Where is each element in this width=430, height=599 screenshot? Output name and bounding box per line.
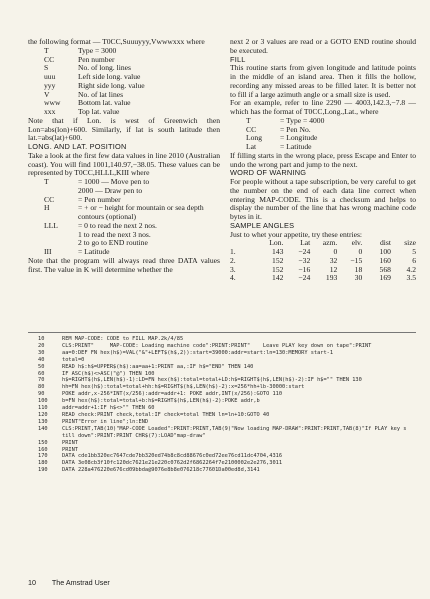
definition-description: 1 to read the next 3 nos. [78, 229, 151, 239]
page-footer [28, 578, 124, 587]
definition-description: Left side long. value [78, 72, 141, 81]
listing-line [38, 398, 408, 405]
definition-description: No. of lat lines [78, 89, 124, 99]
definition-symbol: V [44, 89, 50, 99]
table-cell: 160 [379, 255, 391, 265]
definition-symbol: T [44, 45, 49, 55]
definition-description: = Longitude [280, 133, 318, 143]
line-code: READ h$:h$=UPPER$(h$):aa=aa+1:PRINT aa,:IF h$="END" THEN 140 [62, 363, 254, 370]
line-number: 70 [38, 377, 45, 384]
definition-symbol: H [44, 203, 50, 213]
line-code: REM MAP-CODE: CODE to FILL MAP.2k/4/85 [62, 336, 184, 342]
line-number: 20 [38, 342, 45, 349]
right-column [230, 38, 416, 283]
definition-description: 2000 — Draw pen to [78, 185, 143, 195]
table-cell: 152 [272, 264, 284, 274]
line-code: IF ASC(h$)<>ASC("@") THEN 100 [62, 370, 155, 377]
table-cell: −16 [298, 264, 311, 274]
line-code: POKE addr,x-256*INT(x/256):addr=addr+1: POKE addr,INT(x/256):GOTO 110 [62, 391, 283, 398]
table-cell: 100 [379, 247, 391, 256]
table-cell: 193 [325, 273, 338, 283]
listing-line [38, 357, 408, 364]
table-cell: 0 [358, 247, 363, 256]
table-cell: 3.5 [406, 273, 416, 283]
line-code: DATA 3e08cb3f10fc120dc7621e21e220c0762d2f6862264f7e2100002e2e276,3011 [62, 460, 283, 467]
definition-description: = Pen No. [280, 124, 311, 134]
definition-row [28, 239, 220, 248]
table-header-cell: size [404, 238, 416, 248]
line-code: PRINT"Error in line";ln:END [62, 418, 149, 425]
line-code: CLS:PRINT,TAB(10)"MAP-CODE Loaded":PRINT:PRINT,TAB(9)"Now loading MAP-DRAW":PRINT:PRINT,TAB(8)"If PLAY key still down":PRINT:PRINT CHR$(7):LOAD"map-draw" [62, 425, 407, 439]
definition-row [230, 134, 416, 143]
fill-definitions [230, 117, 416, 152]
fill-text: This routine starts from given longitude and latitude points in the middle of an island area. Then it fills the hollow, recording any missed areas to be filled later. It is better not to fill if a large azimuth angle or a small size is used. [230, 63, 416, 99]
definition-symbol: T [44, 177, 49, 186]
definition-row [28, 204, 220, 222]
table-header-cell: Lat [300, 238, 311, 248]
listing-line [38, 460, 408, 467]
line-code: total=0 [62, 356, 85, 363]
table-cell: 3. [230, 264, 236, 274]
listing-line [38, 336, 408, 343]
table-cell: 5 [412, 247, 416, 256]
table-cell: 169 [379, 273, 391, 283]
listing-line [38, 412, 408, 419]
definition-symbol: xxx [44, 107, 56, 116]
line-code: h$=RIGHT$(h$,LEN(h$)-1):LD=FN hex(h$):total=total+LD:h$=RIGHT$(h$,LEN(h$)-2):IF h$="" THEN 130 [62, 377, 362, 384]
definition-description: = 0 to read the next 2 nos. [78, 220, 157, 230]
line-code: b=FN hex(h$):total=total+b:h$=RIGHT$(h$,LEN(h$)-2):POKE addr,b [62, 398, 260, 405]
line-code: aa=0:DEF FN hex(h$)=VAL("&"+LEFT$(h$,2)):start=39000:addr=start:ln=130:MEMORY start-1 [62, 349, 334, 356]
definition-row [28, 187, 220, 196]
line-number: 100 [38, 398, 48, 405]
line-code: READ check:PRINT check,total:IF check=total THEN ln=ln+10:GOTO 40 [62, 411, 270, 418]
left-column [28, 38, 220, 274]
definition-description: = Type = 4000 [280, 115, 325, 125]
table-cell: 32 [329, 255, 338, 265]
listing-line [38, 467, 408, 474]
listing-line [38, 384, 408, 391]
definition-symbol [28, 239, 78, 248]
note-text: Note that if Lon. is west of Greenwich then Lon=abs(lon)+600. Similarly, if lat is south latitude then lat.=abs(lat)+600. [28, 115, 220, 143]
listing-line [38, 391, 408, 398]
magazine-name: The Amstrad User [51, 578, 110, 587]
definition-symbol: S [44, 63, 49, 73]
table-row [230, 274, 416, 283]
table-cell: 152 [272, 255, 284, 265]
intro-text: the following format — T0CC,Suuuyyy,Vwwwxxx where [28, 37, 205, 46]
table-header-cell: Lon. [269, 238, 284, 248]
section-heading-warning: WORD OF WARNING [230, 168, 307, 178]
table-cell: 6 [412, 255, 416, 265]
listing-line [38, 453, 408, 460]
line-code: DATA 228a476220e676cd09bbda@9076e8b8e076218c77601Da00ed8d,3141 [62, 467, 260, 474]
definition-symbol: yyy [44, 80, 56, 90]
line-code: PRINT [62, 446, 78, 453]
definition-description: Pen number [78, 54, 115, 64]
table-cell: −24 [298, 273, 311, 283]
table-cell: 568 [379, 264, 391, 274]
definition-symbol: uuu [44, 72, 56, 81]
program-listing [38, 336, 408, 474]
listing-line [38, 426, 408, 440]
line-number: 140 [38, 425, 48, 432]
table-header-cell: elv. [351, 238, 363, 248]
line-number: 10 [38, 336, 45, 342]
line-code: PRINT [62, 439, 78, 446]
table-cell: 0 [333, 247, 338, 256]
table-cell: 12 [329, 264, 338, 274]
table-header-cell: dist [379, 238, 391, 248]
line-number: 110 [38, 405, 48, 412]
table-cell: 4.2 [406, 264, 416, 274]
definition-symbol: LLL [44, 220, 58, 230]
line-number: 50 [38, 363, 45, 370]
table-cell: 18 [354, 264, 363, 274]
section-heading-long-lat: LONG. AND LAT. POSITION [28, 142, 127, 151]
definition-symbol: www [44, 98, 61, 108]
line-number: 130 [38, 418, 48, 425]
warning-text: For people without a tape subscription, be very careful to get the number on the end of each data line correct when entering MAP-CODE. This is a checksum and helps to display the number of the line that has wrong machine code bytes in it. [230, 177, 416, 221]
definition-symbol: Long [246, 133, 263, 143]
note-data-values: Note that the program will always read three DATA values first. The value in K will determine whether the [28, 255, 220, 274]
line-number: 170 [38, 453, 48, 460]
line-number: 150 [38, 439, 48, 446]
table-header-cell: azm. [322, 238, 338, 248]
listing-line [38, 343, 408, 350]
definition-description: = Pen number [78, 194, 121, 204]
definition-description: No. of long. lines [78, 63, 131, 73]
table-cell: 2. [230, 255, 236, 265]
section-heading-fill: FILL [230, 54, 246, 64]
definition-symbol: III [44, 247, 52, 256]
sample-angles-text: Just to whet your appetite, try these entries: [230, 229, 363, 239]
table-cell: 1. [230, 247, 236, 256]
line-number: 120 [38, 411, 48, 418]
line-number: 190 [38, 467, 48, 474]
definition-description: Top lat. value [78, 107, 120, 116]
definition-symbol: CC [44, 54, 55, 64]
listing-line [38, 371, 408, 378]
listing-line [38, 405, 408, 412]
table-cell: 142 [272, 273, 284, 283]
definition-row [28, 82, 220, 91]
line-number: 180 [38, 460, 48, 467]
definition-symbol: CC [246, 124, 257, 134]
definition-symbol: T [246, 115, 251, 125]
table-cell: 143 [272, 247, 284, 256]
line-number: 60 [38, 370, 45, 377]
section-heading-sample-angles: SAMPLE ANGLES [230, 220, 295, 230]
definition-symbol: CC [44, 194, 55, 204]
listing-line [38, 377, 408, 384]
continuation-text: next 2 or 3 values are read or a GOTO END routine should be executed. [230, 37, 416, 55]
table-cell: 30 [354, 273, 363, 283]
definition-description: 2 to go to END routine [78, 238, 148, 248]
definition-description: Bottom lat. value [78, 98, 131, 108]
definition-description: Type = 3000 [78, 45, 117, 55]
table-cell: −24 [298, 247, 311, 256]
position-text: Take a look at the first few data values in line 2010 (Australian coast). You will find 1001,140.97,−38.05. These values can be represented by T0CC,HLLL,KIII where [28, 150, 220, 178]
definition-description: Right side long. value [78, 80, 145, 90]
listing-divider [28, 332, 416, 333]
table-cell: −15 [350, 255, 363, 265]
listing-line [38, 419, 408, 426]
definition-description: = Latitude [78, 247, 110, 256]
line-code: hh=FN hex(h$):total=total+hh:h$=RIGHT$(h$,LEN(h$)-2):x=256*hh+lb-30000:start [62, 384, 305, 391]
line-code: addr=addr+1:IF h$<>"" THEN 60 [62, 405, 155, 412]
line-number: 40 [38, 356, 45, 363]
definition-symbol [28, 231, 78, 240]
table-cell: 4. [230, 273, 236, 283]
listing-line [38, 364, 408, 371]
line-code: CLS:PRINT" MAP-CODE: Loading machine code":PRINT:PRINT" Leave PLAY key down on tape":PRINT [62, 342, 372, 349]
listing-line [38, 440, 408, 447]
listing-line [38, 350, 408, 357]
definition-description: = Latitude [280, 142, 312, 151]
definition-description: = 1000 — Move pen to [78, 177, 150, 186]
format-definitions [28, 47, 220, 117]
definition-row [230, 117, 416, 126]
table-cell: −32 [298, 255, 311, 265]
fill-example-text: For an example, refer to line 2290 — 4003,142.3,−7.8 — which has the format of T0CC,Long.,Lat., where [230, 98, 416, 116]
sample-angles-table [230, 239, 416, 283]
line-number: 80 [38, 384, 45, 391]
definition-description: = + or − height for mountain or sea depth contours (optional) [78, 203, 204, 221]
page-number: 10 [28, 578, 36, 587]
position-definitions [28, 178, 220, 257]
table-body [230, 248, 416, 283]
line-number: 30 [38, 349, 45, 356]
line-number: 90 [38, 391, 45, 398]
listing-line [38, 447, 408, 454]
definition-row [28, 47, 220, 56]
definition-row [28, 99, 220, 108]
line-code: DATA cde1bb320ec7647cde7bb320ed74b8c8cd88676c0ed72ee76cd11dc4704,4316 [62, 453, 283, 460]
line-number: 160 [38, 446, 48, 453]
fill-escape-text: If filling starts in the wrong place, press Escape and Enter to undo the wrong part and jump to the next. [230, 150, 416, 169]
definition-symbol: Lat [246, 142, 257, 151]
